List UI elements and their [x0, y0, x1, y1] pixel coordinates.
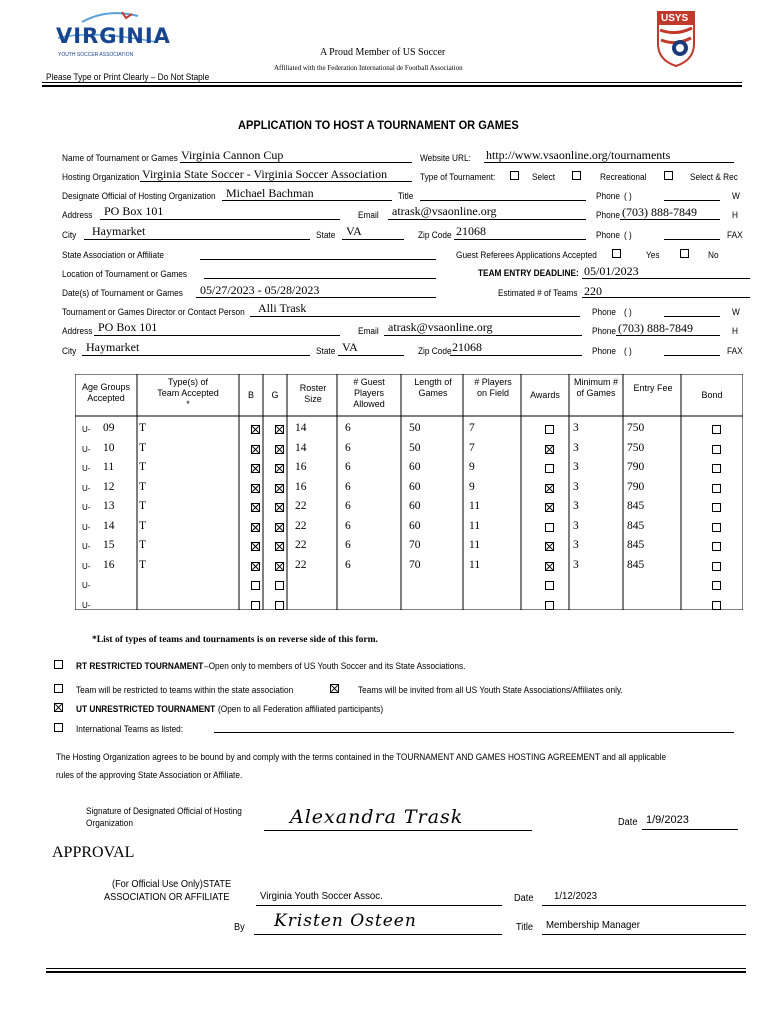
age-group-cell[interactable]: 15 — [103, 539, 115, 551]
game-length-cell[interactable]: 70 — [409, 558, 421, 571]
age-group-cell[interactable]: 12 — [103, 480, 115, 493]
girls-checkbox[interactable] — [275, 484, 284, 493]
logo-subtitle: YOUTH SOCCER ASSOCIATION — [58, 52, 134, 58]
invited-all-label: Teams will be invited from all US Youth State Associations/Affiliates only. — [358, 685, 623, 695]
guest-referees-no-checkbox[interactable] — [680, 249, 689, 258]
game-length-cell[interactable]: 50 — [409, 441, 421, 454]
players-on-field-cell[interactable]: 11 — [469, 500, 481, 512]
boys-checkbox[interactable] — [251, 425, 260, 434]
header-rule-thick — [42, 85, 742, 87]
official-city-value[interactable]: Haymarket — [92, 224, 146, 238]
age-prefix: U- — [82, 542, 91, 551]
age-group-cell[interactable]: 11 — [103, 461, 115, 473]
girls-checkbox[interactable] — [275, 562, 284, 571]
entry-fee-cell[interactable]: 750 — [627, 441, 645, 454]
game-length-cell[interactable]: 60 — [409, 519, 421, 532]
team-type-cell[interactable]: T — [139, 500, 147, 512]
bond-checkbox[interactable] — [712, 562, 721, 571]
awards-checkbox[interactable] — [545, 445, 554, 454]
approval-date-value[interactable]: 1/12/2023 — [554, 890, 597, 902]
signature-date-value[interactable]: 1/9/2023 — [646, 814, 689, 826]
age-group-cell[interactable]: 09 — [103, 422, 115, 434]
official-fax-label: Phone — [596, 230, 620, 240]
min-games-cell[interactable]: 3 — [573, 539, 579, 551]
director-fax-blank: ( ) — [624, 346, 632, 356]
state-assoc-label: State Association or Affiliate — [62, 250, 165, 260]
boys-checkbox[interactable] — [251, 581, 260, 590]
roster-size-cell[interactable]: 16 — [295, 461, 307, 473]
director-state-value[interactable]: VA — [342, 340, 358, 354]
min-games-cell[interactable]: 3 — [573, 480, 579, 493]
rt-restricted-checkbox[interactable] — [54, 660, 63, 669]
director-fax-marker: FAX — [727, 346, 743, 356]
type-recreational-checkbox[interactable] — [572, 171, 581, 180]
footnote: *List of types of teams and tournaments is on reverse side of this form. — [92, 635, 378, 645]
guest-players-cell[interactable]: 6 — [345, 539, 351, 551]
min-games-cell[interactable]: 3 — [573, 558, 579, 571]
fax-marker: FAX — [727, 230, 743, 240]
entry-deadline-label: TEAM ENTRY DEADLINE: — [478, 268, 579, 278]
director-state-label: State — [316, 346, 336, 356]
game-length-cell[interactable]: 60 — [409, 500, 421, 512]
hosting-org-label: Hosting Organization — [62, 172, 140, 182]
official-fax-blank: ( ) — [624, 230, 632, 240]
header-entry-fee: Entry Fee — [633, 383, 673, 393]
official-state-label: State — [316, 230, 336, 240]
estimated-teams-label: Estimated # of Teams — [498, 288, 578, 298]
director-phone-h-value[interactable]: (703) 888-7849 — [618, 321, 693, 335]
age-group-cell[interactable]: 16 — [103, 558, 115, 571]
players-on-field-cell[interactable]: 11 — [469, 558, 481, 571]
guest-referees-yes-label: Yes — [646, 250, 660, 260]
approval-label-line2: ASSOCIATION OR AFFILIATE — [104, 892, 230, 903]
usys-text: USYS — [661, 13, 689, 24]
boys-checkbox[interactable] — [251, 484, 260, 493]
girls-checkbox[interactable] — [275, 523, 284, 532]
awards-checkbox[interactable] — [545, 601, 554, 610]
guest-players-cell[interactable]: 6 — [345, 480, 351, 493]
table-row — [75, 576, 743, 596]
team-type-cell[interactable]: T — [139, 441, 147, 454]
entry-fee-cell[interactable]: 750 — [627, 422, 645, 434]
game-length-cell[interactable]: 50 — [409, 422, 421, 434]
guest-referees-label: Guest Referees Applications Accepted — [456, 250, 597, 260]
official-zip-label: Zip Code — [418, 230, 452, 240]
age-prefix: U- — [82, 425, 91, 434]
awards-checkbox[interactable] — [545, 542, 554, 551]
min-games-cell[interactable]: 3 — [573, 461, 579, 473]
within-state-label: Team will be restricted to teams within the state association — [76, 685, 294, 695]
official-phone-w-label: Phone — [596, 191, 620, 201]
director-city-label: City — [62, 346, 77, 356]
footer-rule — [46, 968, 746, 969]
official-address-value[interactable]: PO Box 101 — [104, 204, 164, 218]
team-type-cell[interactable]: T — [139, 539, 147, 551]
vysa-logo — [52, 8, 171, 64]
awards-checkbox[interactable] — [545, 581, 554, 590]
approval-title-label: Title — [516, 922, 534, 933]
header-team-type: Type(s) of Team Accepted * — [157, 377, 219, 409]
players-on-field-cell[interactable]: 9 — [469, 461, 475, 473]
boys-checkbox[interactable] — [251, 562, 260, 571]
bond-checkbox[interactable] — [712, 523, 721, 532]
agreement-line2: rules of the approving State Association or Affiliate. — [56, 770, 243, 780]
table-row — [75, 479, 743, 499]
boys-checkbox[interactable] — [251, 464, 260, 473]
director-email-label: Email — [358, 326, 379, 336]
dates-value[interactable]: 05/27/2023 - 05/28/2023 — [200, 283, 320, 297]
approval-by-label: By — [234, 922, 245, 933]
tournament-type-label: Type of Tournament: — [420, 172, 496, 182]
table-row — [75, 459, 743, 479]
roster-size-cell[interactable]: 22 — [295, 519, 307, 532]
girls-checkbox[interactable] — [275, 425, 284, 434]
director-name-value[interactable]: Alli Trask — [258, 301, 307, 315]
entry-fee-cell[interactable]: 790 — [627, 480, 645, 493]
girls-checkbox[interactable] — [275, 542, 284, 551]
tournament-name-value[interactable]: Virginia Cannon Cup — [181, 148, 284, 162]
agreement-line1: The Hosting Organization agrees to be bound by and comply with the terms contained in the TOURNAMENT AND GAMES HOSTING AGREEMENT and all applicable — [56, 752, 667, 762]
form-title: APPLICATION TO HOST A TOURNAMENT OR GAMES — [238, 118, 519, 132]
players-on-field-cell[interactable]: 11 — [469, 539, 481, 551]
table-row — [75, 420, 743, 440]
awards-checkbox[interactable] — [545, 562, 554, 571]
boys-checkbox[interactable] — [251, 542, 260, 551]
director-phone-w-marker: W — [732, 307, 740, 317]
age-prefix: U- — [82, 522, 91, 532]
director-email-value[interactable]: atrask@vsaonline.org — [388, 320, 493, 334]
table-row — [75, 596, 743, 616]
players-on-field-cell[interactable]: 11 — [469, 519, 481, 532]
director-address-label: Address — [62, 326, 93, 336]
guest-players-cell[interactable]: 6 — [345, 519, 351, 532]
age-prefix: U- — [82, 464, 91, 473]
official-phone-h-value[interactable]: (703) 888-7849 — [622, 205, 697, 219]
signature-label-line1: Signature of Designated Official of Hosting — [86, 806, 242, 816]
director-address-value[interactable]: PO Box 101 — [98, 320, 158, 334]
header-roster-size: Roster Size — [299, 383, 327, 404]
boys-checkbox[interactable] — [251, 503, 260, 512]
website-label: Website URL: — [420, 153, 471, 163]
header-age-groups: Age Groups Accepted — [81, 382, 131, 403]
boys-checkbox[interactable] — [251, 445, 260, 454]
official-email-label: Email — [358, 210, 379, 220]
designate-official-label: Designate Official of Hosting Organization — [62, 191, 216, 201]
entry-fee-cell[interactable]: 790 — [627, 461, 645, 473]
min-games-cell[interactable]: 3 — [573, 441, 579, 454]
international-label: International Teams as listed: — [76, 724, 184, 734]
footer-rule-thick — [46, 971, 746, 973]
roster-size-cell[interactable]: 22 — [295, 500, 307, 512]
girls-checkbox[interactable] — [275, 445, 284, 454]
awards-checkbox[interactable] — [545, 503, 554, 512]
header-length: Length of Games — [414, 377, 452, 398]
header-awards: Awards — [530, 390, 560, 400]
bond-checkbox[interactable] — [712, 425, 721, 434]
roster-size-cell[interactable]: 14 — [295, 441, 307, 454]
approval-by-signature[interactable]: Kristen Osteen — [274, 911, 417, 931]
min-games-cell[interactable]: 3 — [573, 422, 579, 434]
signature-label-line2: Organization — [86, 818, 133, 828]
director-phone-w-label: Phone — [592, 307, 616, 317]
international-checkbox[interactable] — [54, 723, 63, 732]
website-value[interactable]: http://www.vsaonline.org/tournaments — [486, 148, 671, 162]
table-row — [75, 518, 743, 538]
age-prefix: U- — [82, 581, 91, 590]
type-select-rec-label: Select & Rec — [690, 172, 738, 182]
table-row — [75, 440, 743, 460]
age-group-table — [75, 374, 743, 610]
director-city-value[interactable]: Haymarket — [86, 340, 140, 354]
guest-players-cell[interactable]: 6 — [345, 558, 351, 571]
guest-players-cell[interactable]: 6 — [345, 422, 351, 434]
min-games-cell[interactable]: 3 — [573, 519, 579, 532]
type-recreational-label: Recreational — [600, 172, 647, 182]
age-group-cell[interactable]: 14 — [103, 519, 115, 532]
ut-unrestricted-desc: (Open to all Federation affiliated participants) — [218, 704, 384, 714]
type-select-label: Select — [532, 172, 556, 182]
roster-size-cell[interactable]: 14 — [295, 422, 307, 434]
age-prefix: U- — [82, 483, 91, 493]
official-phone-h-label: Phone — [596, 210, 620, 220]
official-title-label: Title — [398, 191, 414, 201]
guest-players-cell[interactable]: 6 — [345, 441, 351, 454]
bond-checkbox[interactable] — [712, 601, 721, 610]
game-length-cell[interactable]: 60 — [409, 480, 421, 493]
age-prefix: U- — [82, 503, 91, 512]
director-zip-value[interactable]: 21068 — [452, 340, 482, 354]
invited-all-checkbox[interactable] — [330, 684, 339, 693]
entry-fee-cell[interactable]: 845 — [627, 558, 645, 571]
location-label: Location of Tournament or Games — [62, 269, 188, 279]
boys-checkbox[interactable] — [251, 523, 260, 532]
game-length-cell[interactable]: 60 — [409, 461, 421, 473]
signature-date-label: Date — [618, 817, 638, 828]
director-zip-label: Zip Code — [418, 346, 452, 356]
bond-checkbox[interactable] — [712, 484, 721, 493]
roster-size-cell[interactable]: 22 — [295, 558, 307, 571]
header-players-field: # Players on Field — [474, 377, 512, 398]
ut-unrestricted-checkbox[interactable] — [54, 703, 63, 712]
ut-unrestricted-title: UT UNRESTRICTED TOURNAMENT — [76, 704, 216, 714]
header-boys: B — [247, 390, 254, 400]
table-row — [75, 498, 743, 518]
age-group-cell[interactable]: 13 — [103, 500, 115, 512]
director-fax-label: Phone — [592, 346, 616, 356]
girls-checkbox[interactable] — [275, 503, 284, 512]
table-row — [75, 557, 743, 577]
guest-players-cell[interactable]: 6 — [345, 500, 351, 512]
affiliation-line: Affiliated with the Federation International de Football Association — [274, 64, 463, 72]
phone-w-marker: W — [732, 191, 740, 201]
dates-label: Date(s) of Tournament or Games — [62, 288, 183, 298]
game-length-cell[interactable]: 70 — [409, 539, 421, 551]
bond-checkbox[interactable] — [712, 503, 721, 512]
entry-fee-cell[interactable]: 845 — [627, 500, 645, 512]
team-type-cell[interactable]: T — [139, 558, 147, 571]
director-phone-h-marker: H — [732, 326, 738, 336]
bond-checkbox[interactable] — [712, 445, 721, 454]
header-rule — [42, 82, 742, 83]
age-prefix: U- — [82, 600, 91, 610]
bond-checkbox[interactable] — [712, 464, 721, 473]
official-zip-value[interactable]: 21068 — [456, 224, 486, 238]
official-signature[interactable]: Alexandra Trask — [290, 806, 464, 828]
official-state-value[interactable]: VA — [346, 224, 362, 238]
usys-badge — [656, 10, 696, 68]
approval-title-value[interactable]: Membership Manager — [546, 919, 640, 931]
director-label: Tournament or Games Director or Contact Person — [62, 307, 245, 317]
header-bond: Bond — [701, 390, 723, 400]
approval-association-value[interactable]: Virginia Youth Soccer Assoc. — [260, 890, 383, 902]
guest-referees-no-label: No — [708, 250, 719, 260]
bond-checkbox[interactable] — [712, 542, 721, 551]
hosting-org-value[interactable]: Virginia State Soccer - Virginia Soccer Association — [142, 167, 388, 181]
official-city-label: City — [62, 230, 77, 240]
logo-text: VIRGINIA — [56, 24, 171, 48]
official-phone-w-blank: ( ) — [624, 191, 632, 201]
players-on-field-cell[interactable]: 7 — [469, 422, 475, 434]
min-games-cell[interactable]: 3 — [573, 500, 579, 512]
type-select-checkbox[interactable] — [510, 171, 519, 180]
official-email-value[interactable]: atrask@vsaonline.org — [392, 204, 497, 218]
awards-checkbox[interactable] — [545, 425, 554, 434]
awards-checkbox[interactable] — [545, 484, 554, 493]
age-group-cell[interactable]: 10 — [103, 441, 115, 454]
roster-size-cell[interactable]: 16 — [295, 480, 307, 493]
estimated-teams-value[interactable]: 220 — [584, 284, 602, 298]
entry-fee-cell[interactable]: 845 — [627, 519, 645, 532]
guest-referees-yes-checkbox[interactable] — [612, 249, 621, 258]
team-type-cell[interactable]: T — [139, 519, 147, 532]
players-on-field-cell[interactable]: 7 — [469, 441, 475, 454]
header-girls: G — [271, 390, 279, 400]
type-select-rec-checkbox[interactable] — [664, 171, 673, 180]
official-address-label: Address — [62, 210, 93, 220]
age-prefix: U- — [82, 561, 91, 571]
table-row — [75, 537, 743, 557]
guest-players-cell[interactable]: 6 — [345, 461, 351, 473]
within-state-checkbox[interactable] — [54, 684, 63, 693]
tournament-name-label: Name of Tournament or Games — [62, 153, 178, 163]
girls-checkbox[interactable] — [275, 464, 284, 473]
girls-checkbox[interactable] — [275, 581, 284, 590]
member-line: A Proud Member of US Soccer — [320, 47, 446, 58]
rt-restricted-title: RT RESTRICTED TOURNAMENT — [76, 661, 204, 671]
director-phone-h-label: Phone — [592, 326, 616, 336]
roster-size-cell[interactable]: 22 — [295, 539, 307, 551]
awards-checkbox[interactable] — [545, 523, 554, 532]
official-name-value[interactable]: Michael Bachman — [226, 186, 314, 200]
phone-h-marker: H — [732, 210, 738, 220]
boys-checkbox[interactable] — [251, 601, 260, 610]
team-type-cell[interactable]: T — [139, 461, 147, 473]
team-type-cell[interactable]: T — [139, 480, 147, 493]
girls-checkbox[interactable] — [275, 601, 284, 610]
awards-checkbox[interactable] — [545, 464, 554, 473]
bond-checkbox[interactable] — [712, 581, 721, 590]
approval-heading: APPROVAL — [52, 844, 135, 861]
age-prefix: U- — [82, 444, 91, 454]
entry-fee-cell[interactable]: 845 — [627, 539, 645, 551]
director-phone-w-blank: ( ) — [624, 307, 632, 317]
header-min-games: Minimum # of Games — [573, 377, 618, 398]
approval-label-line1: (For Official Use Only)STATE — [112, 879, 232, 890]
players-on-field-cell[interactable]: 9 — [469, 480, 475, 493]
rt-restricted-desc: –Open only to members of US Youth Soccer and its State Associations. — [204, 661, 466, 671]
team-type-cell[interactable]: T — [139, 422, 147, 434]
approval-date-label: Date — [514, 893, 534, 904]
instruction-text: Please Type or Print Clearly – Do Not Staple — [46, 72, 210, 82]
header-guest-players: # Guest Players Allowed — [353, 377, 385, 409]
entry-deadline-value[interactable]: 05/01/2023 — [584, 264, 639, 278]
